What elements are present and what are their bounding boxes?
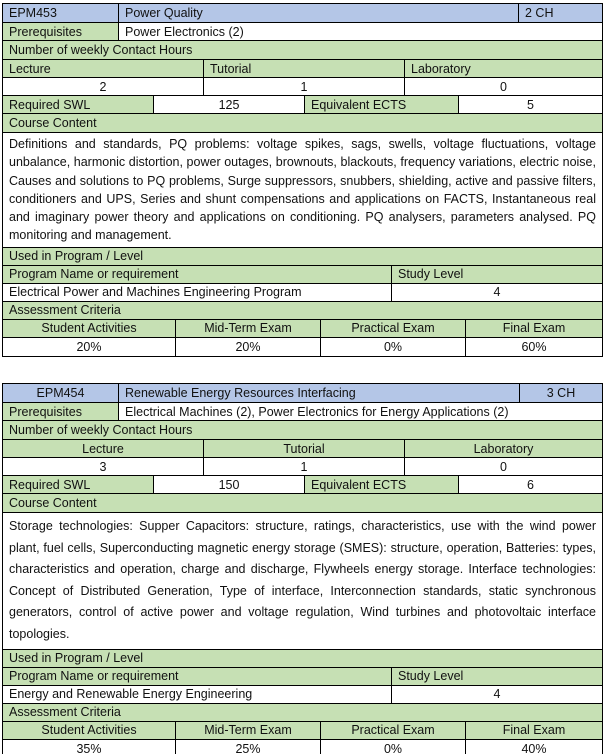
student-activities-header: Student Activities [3,320,176,337]
assessment-title-row [3,704,602,722]
laboratory-header: Laboratory [405,60,602,77]
contact-hours-title-row [3,421,602,440]
tutorial-hours: 1 [204,78,405,95]
course-title: Renewable Energy Resources Interfacing [119,384,520,402]
student-activities-header: Student Activities [3,722,176,739]
workload-row [3,476,602,494]
program-label: Used in Program / Level [3,248,602,265]
program-values-row [3,686,602,704]
prerequisites-row [3,403,602,421]
lecture-hours: 2 [3,78,204,95]
lecture-header: Lecture [3,60,204,77]
program-name-header: Program Name or requirement [3,668,392,685]
final-exam-header: Final Exam [466,722,602,739]
study-level-header: Study Level [392,668,602,685]
prerequisites-label: Prerequisites [3,23,119,40]
lecture-hours: 3 [3,458,204,475]
ects-label: Equivalent ECTS [305,96,459,113]
course-table-epm454 [2,383,603,754]
course-header-row [3,4,602,23]
program-name: Energy and Renewable Energy Engineering [3,686,392,703]
ects-label: Equivalent ECTS [305,476,459,493]
mid-term-header: Mid-Term Exam [176,320,321,337]
contact-hours-values-row [3,458,602,476]
tutorial-header: Tutorial [204,60,405,77]
contact-hours-header-row [3,60,602,78]
contact-hours-label: Number of weekly Contact Hours [3,421,602,439]
contact-hours-label: Number of weekly Contact Hours [3,41,602,59]
contact-hours-values-row [3,78,602,96]
course-title: Power Quality [119,4,519,22]
laboratory-hours: 0 [405,78,602,95]
prerequisites-row [3,23,602,41]
practical-exam-value: 0% [321,740,466,754]
practical-exam-value: 0% [321,338,466,356]
course-code: EPM454 [3,384,119,402]
course-content-text: Definitions and standards, PQ problems: voltage spikes, sags, swells, voltage fluctuations, voltage unbalance, harmonic distortion, power outages, brownouts, blackouts, frequency variations, electric noise, Causes and solutions to PQ problems, Surge suppressors, snubbers, shielding, active and passive filters, conditioners and UPS, Series and shunt compensations and applications on FACTS, Instantaneous real and imaginary power theory and applications on conditioning. PQ analysers, parameters analysed. PQ monitoring and management. [3,133,602,247]
course-content-row [3,133,602,248]
prerequisites-value: Electrical Machines (2), Power Electronics for Energy Applications (2) [119,403,602,420]
prerequisites-label: Prerequisites [3,403,119,420]
swl-value: 150 [154,476,305,493]
course-code: EPM453 [3,4,119,22]
credit-hours: 2 CH [519,4,602,22]
program-name-header: Program Name or requirement [3,266,392,283]
student-activities-value: 20% [3,338,176,356]
program-header-row [3,668,602,686]
final-exam-value: 40% [466,740,602,754]
program-name: Electrical Power and Machines Engineering Program [3,284,392,301]
assessment-values-row [3,338,602,356]
assessment-header-row [3,722,602,740]
mid-term-value: 25% [176,740,321,754]
swl-label: Required SWL [3,476,154,493]
tutorial-hours: 1 [204,458,405,475]
laboratory-header: Laboratory [405,440,602,457]
course-content-label: Course Content [3,114,602,132]
workload-row [3,96,602,114]
final-exam-value: 60% [466,338,602,356]
swl-label: Required SWL [3,96,154,113]
mid-term-header: Mid-Term Exam [176,722,321,739]
final-exam-header: Final Exam [466,320,602,337]
program-values-row [3,284,602,302]
practical-exam-header: Practical Exam [321,722,466,739]
ects-value: 6 [459,476,602,493]
mid-term-value: 20% [176,338,321,356]
course-content-text: Storage technologies: Supper Capacitors: structure, ratings, characteristics, use with the wind power plant, fuel cells, Superconducting magnetic energy storage (SMES): structure, operation, Batteries: types, characteristics and operation, charge and discharge, Flywheels energy storage. Interface technologies: Concept of Distributed Generation, Type of interface, Interconnection standards, static synchronous generators, control of active power and voltage regulation, Wind turbines and photovoltaic interface topologies. [3,513,602,649]
contact-hours-header-row [3,440,602,458]
prerequisites-value: Power Electronics (2) [119,23,602,40]
swl-value: 125 [154,96,305,113]
assessment-title-row [3,302,602,320]
course-table-epm453 [2,3,603,357]
program-title-row [3,248,602,266]
course-content-title-row [3,494,602,513]
contact-hours-title-row [3,41,602,60]
course-content-row [3,513,602,650]
study-level-header: Study Level [392,266,602,283]
ects-value: 5 [459,96,602,113]
program-header-row [3,266,602,284]
assessment-label: Assessment Criteria [3,302,602,319]
study-level: 4 [392,686,602,703]
course-content-label: Course Content [3,494,602,512]
program-label: Used in Program / Level [3,650,602,667]
tutorial-header: Tutorial [204,440,405,457]
credit-hours: 3 CH [520,384,602,402]
assessment-values-row [3,740,602,754]
course-header-row [3,384,602,403]
study-level: 4 [392,284,602,301]
student-activities-value: 35% [3,740,176,754]
laboratory-hours: 0 [405,458,602,475]
course-content-title-row [3,114,602,133]
practical-exam-header: Practical Exam [321,320,466,337]
program-title-row [3,650,602,668]
assessment-label: Assessment Criteria [3,704,602,721]
lecture-header: Lecture [3,440,204,457]
assessment-header-row [3,320,602,338]
